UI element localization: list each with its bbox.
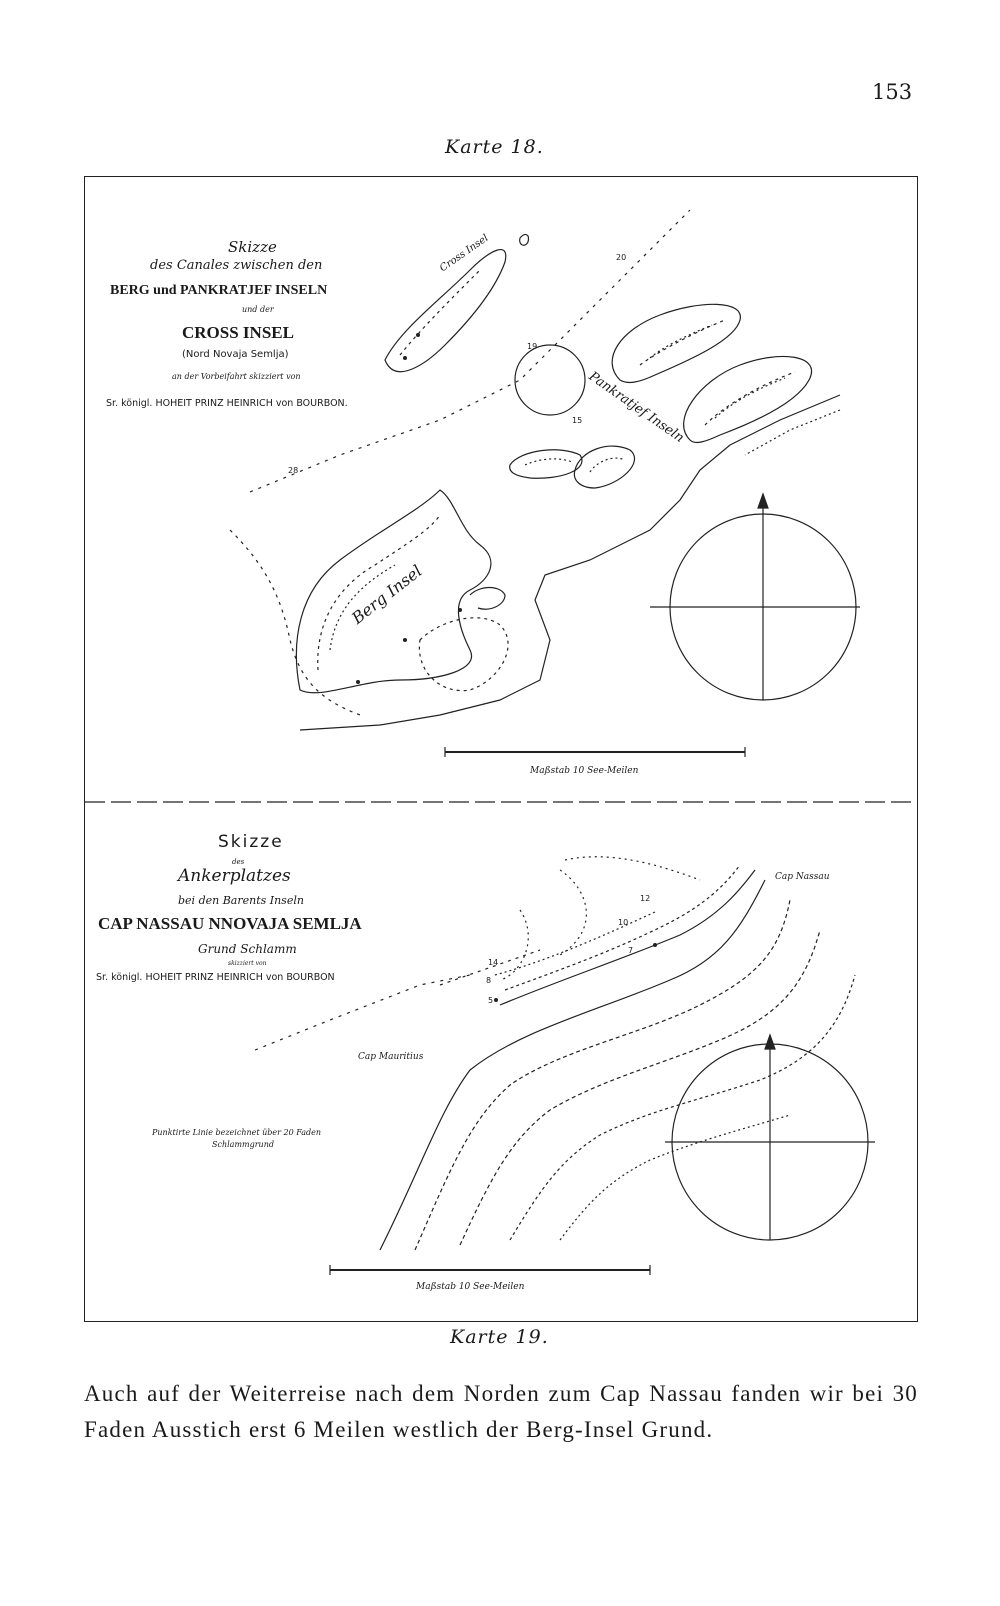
- label-pankratjef-inseln: Pankratjef Inseln: [585, 369, 687, 446]
- small-island-2: [574, 446, 634, 488]
- bottom-title-skizze: Skizze: [218, 832, 284, 852]
- scale-caption-bottom: Maßstab 10 See-Meilen: [416, 1282, 525, 1292]
- depth-20: 20: [616, 253, 627, 262]
- bottom-title-line-5: CAP NASSAU NNOVAJA SEMLJA: [98, 914, 362, 933]
- depth-19: 19: [527, 342, 538, 351]
- bottom-title-line-7: skizziert von: [228, 960, 267, 967]
- depth-5: 5: [488, 996, 494, 1005]
- depth-12: 12: [640, 894, 651, 903]
- small-island-1: [510, 450, 582, 478]
- top-title-line-3: BERG und PANKRATJEF INSELN: [110, 283, 328, 298]
- body-paragraph: Auch auf der Weiterreise nach dem Norden zum Cap Nassau fanden wir bei 30 Faden Ausstich erst 6 Meilen westlich der Berg-Insel Grund.: [84, 1381, 918, 1442]
- top-title-line-6: (Nord Novaja Semlja): [182, 349, 289, 360]
- route-line-bottom: [255, 975, 470, 1050]
- bottom-title-line-8: Sr. königl. HOHEIT PRINZ HEINRICH von BOURBON: [96, 972, 335, 983]
- label-cap-nassau: Cap Nassau: [775, 872, 830, 882]
- depth-8: 8: [486, 976, 492, 985]
- label-berg-insel: Berg Insel: [348, 561, 426, 628]
- label-cross-insel: Cross Insel: [437, 232, 491, 275]
- scale-caption-top: Maßstab 10 See-Meilen: [530, 766, 639, 776]
- caption-karte-18: Karte 18.: [445, 136, 544, 158]
- top-title-line-7: an der Vorbeifahrt skizziert von: [172, 372, 301, 381]
- bottom-title-line-3: Ankerplatzes: [178, 866, 291, 886]
- depth-7: 7: [628, 946, 634, 955]
- caption-karte-19: Karte 19.: [450, 1326, 549, 1348]
- label-cap-mauritius: Cap Mauritius: [358, 1052, 424, 1062]
- coastline-bottom: [380, 880, 765, 1250]
- top-title-line-8: Sr. königl. HOHEIT PRINZ HEINRICH von BOURBON.: [106, 398, 348, 409]
- note-line-1: Punktirte Linie bezeichnet über 20 Faden: [152, 1128, 322, 1137]
- bottom-title-line-2: des: [232, 858, 245, 866]
- rock-circle: [515, 345, 585, 415]
- depth-10: 10: [618, 918, 629, 927]
- top-title-line-2: des Canales zwischen den: [150, 258, 323, 273]
- bottom-title-line-6: Grund Schlamm: [198, 942, 297, 956]
- depth-14: 14: [488, 958, 499, 967]
- top-title-line-5: CROSS INSEL: [182, 323, 294, 342]
- top-title-skizze: Skizze: [228, 238, 277, 256]
- depth-28: 28: [288, 466, 299, 475]
- bottom-title-line-4: bei den Barents Inseln: [178, 894, 304, 907]
- coastline-top: [300, 395, 840, 730]
- page-number: 153: [872, 80, 913, 104]
- top-title-line-4: und der: [242, 305, 274, 314]
- note-line-2: Schlammgrund: [212, 1140, 274, 1149]
- depth-15: 15: [572, 416, 583, 425]
